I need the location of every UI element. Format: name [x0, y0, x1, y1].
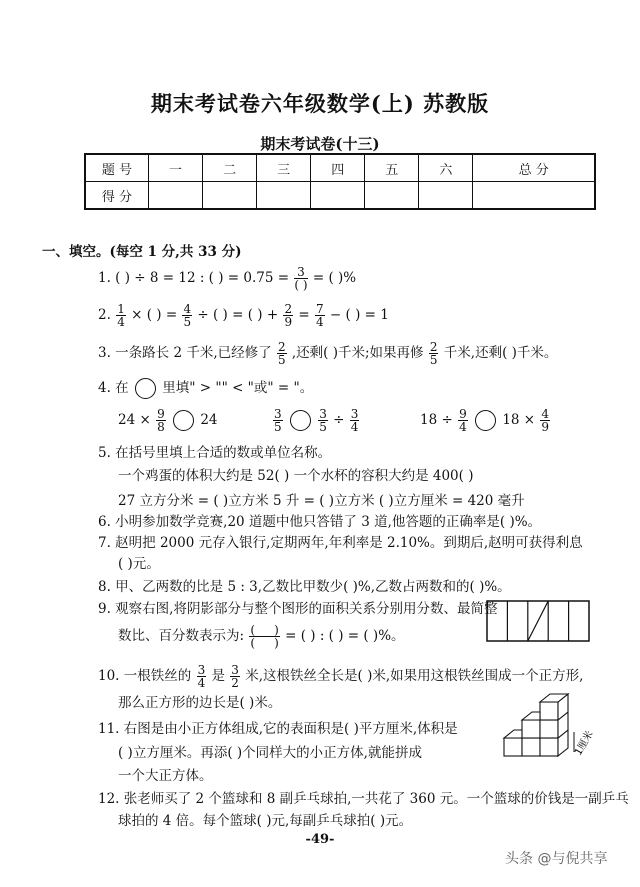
- q2-text-d: =: [298, 307, 310, 323]
- q2-text-e: − ( ) = 1: [329, 307, 389, 323]
- q4-compare-2: $\frac{3}{5}$ $\frac{3}{5}$ ÷ $\frac{3}{4}$: [274, 407, 359, 434]
- score-cell[interactable]: [149, 182, 203, 210]
- answer-circle[interactable]: [290, 410, 311, 431]
- fraction: $\frac{3}{2}$: [231, 663, 239, 690]
- section-heading: 一、填空。(每空 1 分,共 33 分): [42, 244, 242, 260]
- score-cell[interactable]: [419, 182, 473, 210]
- q2-fraction-2: $\frac{4}{5}$: [183, 302, 192, 329]
- question-3: [98, 341, 557, 366]
- score-cell[interactable]: [257, 182, 311, 210]
- fraction: $\frac{3}{4}$: [350, 407, 359, 434]
- fraction: $\frac{4}{9}$: [541, 407, 550, 434]
- table-cell: 三: [257, 154, 311, 182]
- q3-text-a: 3. 一条路长 2 千米,已经修了: [98, 345, 272, 361]
- score-cell[interactable]: [365, 182, 419, 210]
- q2-text-b: × ( ) =: [131, 307, 178, 323]
- table-cell: 总 分: [473, 154, 595, 182]
- question-4: [98, 378, 313, 399]
- fraction: $\frac{9}{8}$: [157, 407, 165, 434]
- q2-fraction-4: $\frac{7}{4}$: [315, 302, 324, 329]
- cube-stack-figure: [500, 690, 596, 782]
- question-2: [98, 303, 389, 328]
- question-9: 9. 观察右图,将阴影部分与整个图形的面积关系分别用分数、最简整: [98, 601, 498, 617]
- table-cell: 六: [419, 154, 473, 182]
- question-9-cont: 数比、百分数表示为: $\frac{( )}{( )}$ = ( ) : ( ) = ( )%。: [118, 623, 405, 650]
- q4-compare-1: 24 × $\frac{9}{8}$ 24: [118, 407, 218, 434]
- table-cell: 一: [149, 154, 203, 182]
- fraction: $\frac{3}{4}$: [197, 663, 206, 690]
- question-11-cont-1: ( )立方厘米。再添( )个同样大的小正方体,就能拼成: [118, 745, 422, 761]
- question-12-cont: 球拍的 4 倍。每个篮球( )元,每副乒乓球拍( )元。: [118, 813, 413, 829]
- question-8: 8. 甲、乙两数的比是 5 : 3,乙数比甲数少( )%,乙数占两数和的( )%。: [98, 579, 511, 595]
- score-table-header-row: [85, 154, 595, 182]
- answer-circle[interactable]: [173, 410, 194, 431]
- question-6: 6. 小明参加数学竞赛,20 道题中他只答错了 3 道,他答题的正确率是( )%。: [98, 514, 542, 530]
- question-7-cont: ( )元。: [118, 556, 160, 572]
- question-5a: 一个鸡蛋的体积大约是 52( ) 一个水杯的容积大约是 400( ): [118, 468, 474, 484]
- score-cell[interactable]: [473, 182, 595, 210]
- page-number: -49-: [305, 832, 335, 847]
- q3-fraction-1: $\frac{2}{5}$: [277, 340, 286, 367]
- score-table-score-row: [85, 182, 595, 210]
- answer-circle[interactable]: [475, 410, 496, 431]
- fraction: $\frac{3}{5}$: [319, 407, 327, 434]
- score-table: [84, 153, 596, 210]
- q2-fraction-3: $\frac{2}{9}$: [284, 302, 293, 329]
- question-11-cont-2: 一个大正方体。: [118, 768, 213, 784]
- cube-edge-label: 1厘米: [573, 729, 596, 758]
- watermark: 头条 @与倪共享: [505, 851, 608, 867]
- shaded-rectangle-figure: [486, 600, 590, 642]
- q2-number: 2.: [98, 307, 111, 323]
- q2-text-c: ÷ ( ) = ( ) +: [197, 307, 279, 323]
- table-cell: 二: [203, 154, 257, 182]
- q4-compare-3: 18 ÷ $\frac{9}{4}$ 18 × $\frac{4}{9}$: [420, 407, 550, 434]
- question-10-cont: 那么正方形的边长是( )米。: [118, 695, 282, 711]
- fraction: $\frac{3}{5}$: [274, 407, 282, 434]
- circle-icon: [135, 378, 156, 399]
- q3-text-c: 千米,还剩( )千米。: [443, 345, 558, 361]
- score-cell[interactable]: [203, 182, 257, 210]
- q3-fraction-2: $\frac{2}{5}$: [429, 340, 438, 367]
- q4-text-b: 里填" > "" < "或" = "。: [162, 380, 314, 396]
- q3-text-b: ,还剩( )千米;如果再修: [291, 345, 424, 361]
- table-cell: 四: [311, 154, 365, 182]
- page-title: 期末考试卷六年级数学(上) 苏教版: [150, 91, 490, 116]
- question-7: 7. 赵明把 2000 元存入银行,定期两年,年利率是 2.10%。到期后,赵明可获得利息: [98, 535, 583, 551]
- q2-fraction-1: $\frac{1}{4}$: [117, 302, 125, 329]
- answer-fraction[interactable]: $\frac{( )}{( )}$: [250, 623, 279, 650]
- q4-text-a: 4. 在: [98, 380, 129, 396]
- exam-subtitle: 期末考试卷(十三): [260, 135, 380, 153]
- table-cell: 得 分: [85, 182, 149, 210]
- q1-text-b: = ( )%: [312, 270, 357, 286]
- q1-text-a: 1. ( ) ÷ 8 = 12 : ( ) = 0.75 =: [98, 270, 290, 286]
- question-10: 10. 一根铁丝的 $\frac{3}{4}$ 是 $\frac{3}{2}$ 米,这根铁丝全长是( )米,如果用这根铁丝围成一个正方形,: [98, 663, 584, 690]
- question-1: [98, 266, 356, 291]
- fraction: $\frac{9}{4}$: [459, 407, 467, 434]
- question-5b: 27 立方分米 = ( )立方米 5 升 = ( )立方米 ( )立方厘米 = 420 毫升: [118, 493, 525, 509]
- table-cell: 题 号: [85, 154, 149, 182]
- q1-fraction: $\frac{3}{( )}$: [294, 265, 308, 292]
- question-11: 11. 右图是由小正方体组成,它的表面积是( )平方厘米,体积是: [98, 721, 458, 737]
- table-cell: 五: [365, 154, 419, 182]
- score-cell[interactable]: [311, 182, 365, 210]
- question-5: 5. 在括号里填上合适的数或单位名称。: [98, 445, 332, 461]
- question-12: 12. 张老师买了 2 个篮球和 8 副乒乓球拍,一共花了 360 元。一个篮球的价钱是一副乒乓: [98, 791, 629, 807]
